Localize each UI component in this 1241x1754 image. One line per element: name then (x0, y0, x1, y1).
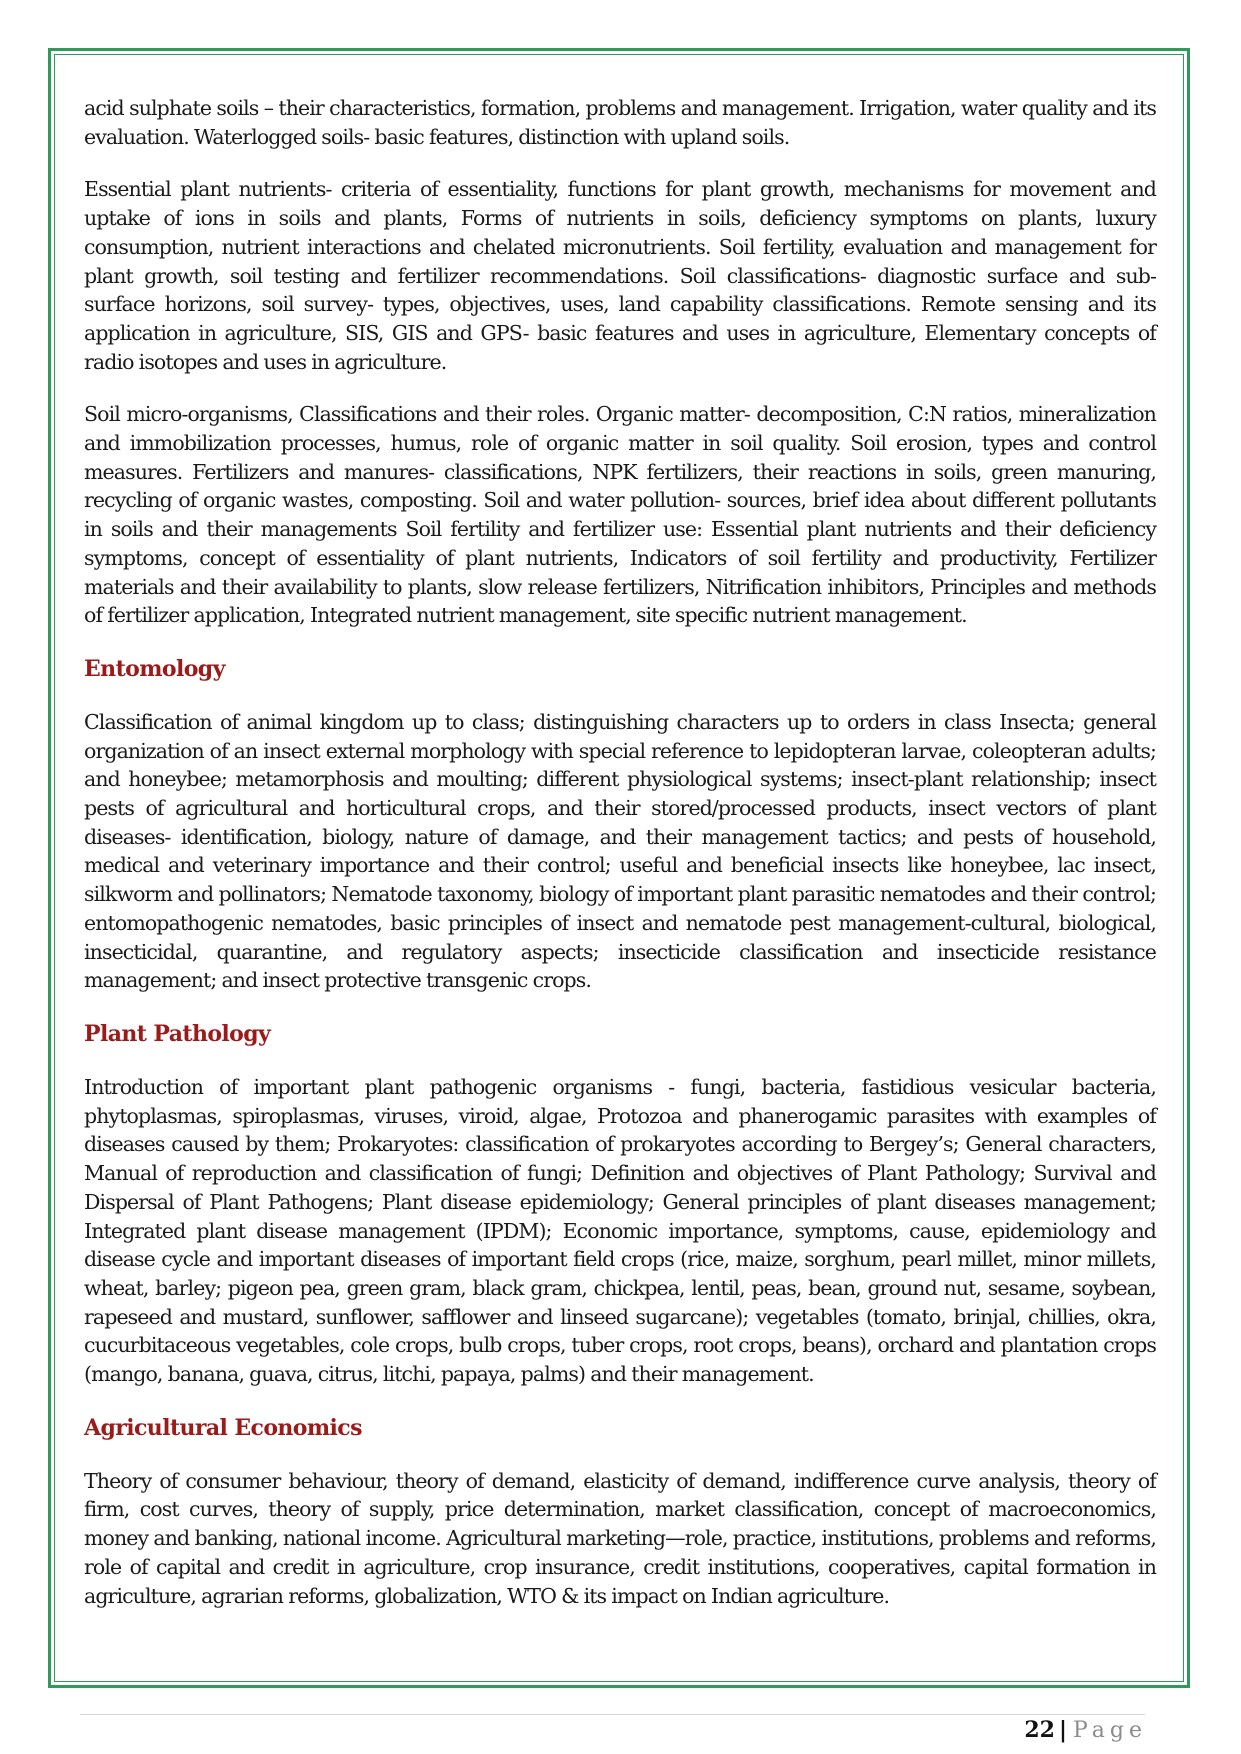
paragraph-agricultural-economics: Theory of consumer behaviour, theory of demand, elasticity of demand, indifference curve analysis, theory of firm, cost curves, theory of supply, price determination, market classification, concept of macroeconomics, money and banking, national income. Agricultural marketing—role, practice, institutions, problems and reforms, role of capital and credit in agriculture, crop insurance, credit institutions, cooperatives, capital formation in agriculture, agrarian reforms, globalization, WTO & its impact on Indian agriculture. (84, 1468, 1156, 1608)
paragraph-soils-intro: acid sulphate soils – their characteristics, formation, problems and management. Irrigation, water quality and its evaluation. Waterlogged soils- basic features, distinction with upland soils. (84, 96, 1156, 149)
page-label: Page (1072, 1718, 1147, 1743)
footer-divider (80, 1714, 1145, 1715)
page-number: 22 (1024, 1717, 1055, 1743)
heading-agricultural-economics: Agricultural Economics (84, 1414, 362, 1441)
paragraph-plant-nutrients: Essential plant nutrients- criteria of essentiality, functions for plant growth, mechanisms for movement and uptake of ions in soils and plants, Forms of nutrients in soils, deficiency symptoms on plants, luxury consumption, nutrient interactions and chelated micronutrients. Soil fertility, evaluation and management for plant growth, soil testing and fertilizer recommendations. Soil classifications- diagnostic surface and sub- surface horizons, soil survey- types, objectives, uses, land capability classifications. Remote sensing and its application in agriculture, SIS, GIS and GPS- basic features and uses in agriculture, Elementary concepts of radio isotopes and uses in agriculture. (84, 177, 1156, 374)
paragraph-entomology: Classification of animal kingdom up to class; distinguishing characters up to orders in class Insecta; general organization of an insect external morphology with special reference to lepidopteran larvae, coleopteran adults; and honeybee; metamorphosis and moulting; different physiological systems; insect-plant relationship; insect pests of agricultural and horticultural crops, and their stored/processed products, insect vectors of plant diseases- identification, biology, nature of damage, and their management tactics; and pests of household, medical and veterinary importance and their control; useful and beneficial insects like honeybee, lac insect, silkworm and pollinators; Nematode taxonomy, biology of important plant parasitic nematodes and their control; entomopathogenic nematodes, basic principles of insect and nematode pest management-cultural, biological, insecticidal, quarantine, and regulatory aspects; insecticide classification and insecticide resistance management; and insect protective transgenic crops. (84, 709, 1156, 993)
paragraph-plant-pathology: Introduction of important plant pathogenic organisms - fungi, bacteria, fastidious vesicular bacteria, phytoplasmas, spiroplasmas, viruses, viroid, algae, Protozoa and phanerogamic parasites with examples of diseases caused by them; Prokaryotes: classification of prokaryotes according to Bergey’s; General characters, Manual of reproduction and classification of fungi; Definition and objectives of Plant Pathology; Survival and Dispersal of Plant Pathogens; Plant disease epidemiology; General principles of plant diseases management; Integrated plant disease management (IPDM); Economic importance, symptoms, cause, epidemiology and disease cycle and important diseases of important field crops (rice, maize, sorghum, pearl millet, minor millets, wheat, barley; pigeon pea, green gram, black gram, chickpea, lentil, peas, bean, ground nut, sesame, soybean, rapeseed and mustard, sunflower, safflower and linseed sugarcane); vegetables (tomato, brinjal, chillies, okra, cucurbitaceous vegetables, cole crops, bulb crops, tuber crops, root crops, beans), orchard and plantation crops (mango, banana, guava, citrus, litchi, papaya, palms) and their management. (84, 1074, 1156, 1387)
page-number-footer (1024, 1715, 1147, 1746)
paragraph-soil-microorganisms: Soil micro-organisms, Classifications and their roles. Organic matter- decomposition, C:N ratios, mineralization and immobilization processes, humus, role of organic matter in soil quality. Soil erosion, types and control measures. Fertilizers and manures- classifications, NPK fertilizers, their reactions in soils, green manuring, recycling of organic wastes, composting. Soil and water pollution- sources, brief idea about different pollutants in soils and their managements Soil fertility and fertilizer use: Essential plant nutrients and their deficiency symptoms, concept of essentiality of plant nutrients, Indicators of soil fertility and productivity, Fertilizer materials and their availability to plants, slow release fertilizers, Nitrification inhibitors, Principles and methods of fertilizer application, Integrated nutrient management, site specific nutrient management. (84, 402, 1156, 628)
heading-entomology: Entomology (84, 655, 225, 682)
document-body (84, 94, 1156, 1634)
heading-plant-pathology: Plant Pathology (84, 1020, 271, 1047)
page-separator: | (1058, 1717, 1067, 1743)
